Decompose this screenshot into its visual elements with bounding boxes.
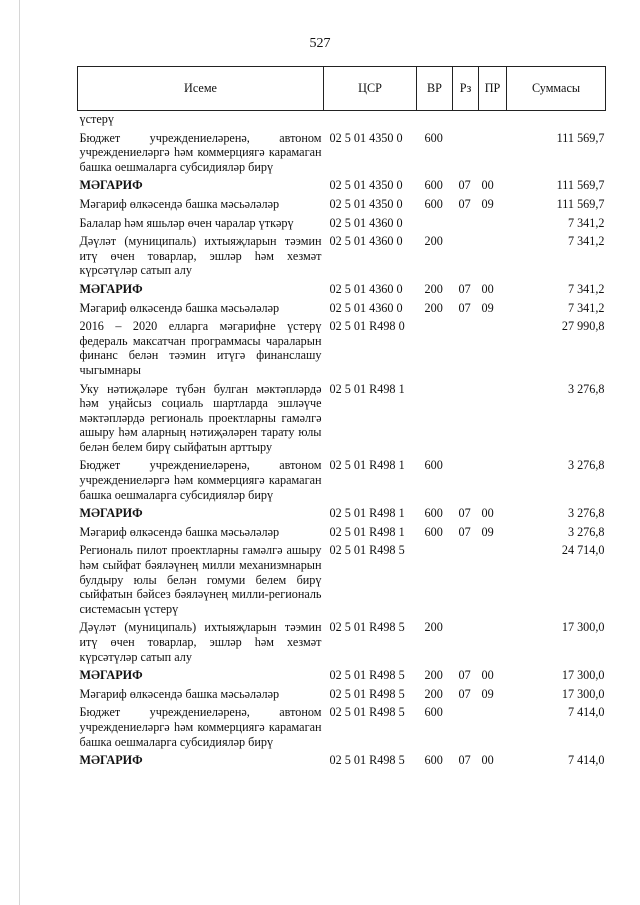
row-pr: [479, 212, 507, 231]
row-rz: [453, 616, 479, 664]
row-rz: [453, 127, 479, 175]
row-vr: 600: [424, 196, 443, 211]
row-name: МӘГАРИФ: [79, 506, 143, 521]
row-name: 2016 – 2020 елларга мәгарифне үстерү федераль максатчан программасы чараларын финанс белән тәэмин итүгә финанслашу чыгымнары: [79, 319, 322, 377]
row-rz: 07: [458, 668, 471, 683]
row-sum: 7 414,0: [567, 753, 605, 768]
row-csr: 02 5 01 4360 0: [329, 281, 403, 296]
row-rz: 07: [458, 281, 471, 296]
table-row: [78, 315, 606, 377]
row-csr: 02 5 01 4360 0: [329, 234, 403, 249]
table-row: [78, 127, 606, 175]
budget-table: [77, 66, 606, 768]
row-rz: [453, 454, 479, 502]
row-name: үстерү: [79, 112, 114, 126]
row-pr: [479, 378, 507, 455]
page-number: 527: [309, 36, 331, 51]
row-vr: 600: [424, 458, 443, 473]
row-name: Уку нәтиҗәләре түбән булган мәктәпләрдә һәм уңайсыз социаль шартларда эшләүче мәктәпләрдә региональ проектларны гамәлгә ашыру һәм аларның нәтиҗәләрен тарату юлы белән белем бирү сыйфатын арттыру: [79, 381, 322, 454]
row-name: Мәгариф өлкәсендә башка мәсьәләләр: [79, 686, 280, 701]
row-vr: 600: [424, 178, 443, 193]
row-pr: [479, 315, 507, 377]
row-pr: 00: [481, 753, 494, 768]
row-csr: 02 5 01 4350 0: [329, 130, 403, 145]
row-pr: 00: [481, 281, 494, 296]
table-header: [78, 67, 606, 111]
row-sum: 17 300,0: [561, 620, 605, 635]
row-vr: 600: [424, 524, 443, 539]
row-pr: [479, 111, 507, 127]
row-pr: 09: [481, 686, 494, 701]
header-name: Исеме: [78, 67, 324, 111]
table-row: [78, 502, 606, 521]
row-sum: 111 569,7: [556, 130, 605, 145]
table-row: [78, 539, 606, 616]
row-sum: 7 414,0: [567, 705, 605, 720]
row-name: МӘГАРИФ: [79, 753, 143, 768]
row-vr: [417, 315, 453, 377]
row-rz: 07: [458, 753, 471, 768]
header-sum: Суммасы: [507, 67, 606, 111]
row-pr: [479, 230, 507, 278]
row-name: Бюджет учреждениеләренә, автоном учреждениеләргә һәм коммерциягә карамаган башка оешмаларга субсидияләр бирү: [79, 130, 322, 174]
row-rz: [453, 378, 479, 455]
row-sum: 3 276,8: [567, 524, 605, 539]
row-csr: 02 5 01 R498 5: [329, 753, 405, 768]
row-sum: 24 714,0: [561, 543, 605, 558]
row-csr: 02 5 01 R498 5: [329, 686, 405, 701]
table-row: [78, 749, 606, 768]
row-vr: 200: [424, 234, 443, 249]
row-pr: 00: [481, 506, 494, 521]
row-csr: 02 5 01 4360 0: [329, 300, 403, 315]
table-row: [78, 521, 606, 540]
header-pr: ПР: [479, 67, 507, 111]
row-name: Мәгариф өлкәсендә башка мәсьәләләр: [79, 300, 280, 315]
row-sum: 7 341,2: [567, 234, 605, 249]
row-csr: 02 5 01 R498 5: [329, 668, 405, 683]
row-pr: [479, 127, 507, 175]
row-vr: 200: [424, 686, 443, 701]
row-name: Мәгариф өлкәсендә башка мәсьәләләр: [79, 524, 280, 539]
row-csr: 02 5 01 R498 1: [329, 524, 405, 539]
row-pr: [479, 701, 507, 749]
row-pr: 09: [481, 524, 494, 539]
table-row: [78, 193, 606, 212]
row-csr: 02 5 01 R498 5: [329, 543, 405, 558]
row-pr: 00: [481, 178, 494, 193]
table-row: [78, 212, 606, 231]
row-rz: [453, 230, 479, 278]
row-rz: 07: [458, 686, 471, 701]
table-row: [78, 230, 606, 278]
header-rz: Рз: [453, 67, 479, 111]
row-sum: 17 300,0: [561, 668, 605, 683]
row-name: Бюджет учреждениеләренә, автоном учреждениеләргә һәм коммерциягә карамаган башка оешмаларга субсидияләр бирү: [79, 705, 322, 749]
row-csr: 02 5 01 4360 0: [329, 215, 403, 230]
row-vr: 200: [424, 300, 443, 315]
header-vr: ВР: [417, 67, 453, 111]
row-csr: 02 5 01 R498 1: [329, 381, 405, 396]
row-csr: 02 5 01 4350 0: [329, 196, 403, 211]
row-sum: [507, 111, 606, 127]
row-vr: 600: [424, 705, 443, 720]
row-name: Мәгариф өлкәсендә башка мәсьәләләр: [79, 196, 280, 211]
row-name: МӘГАРИФ: [79, 178, 143, 193]
row-rz: 07: [458, 300, 471, 315]
row-csr: 02 5 01 R498 1: [329, 506, 405, 521]
row-name: МӘГАРИФ: [79, 281, 143, 296]
row-sum: 7 341,2: [567, 300, 605, 315]
table-row: [78, 664, 606, 683]
row-rz: [453, 539, 479, 616]
row-csr: 02 5 01 R498 1: [329, 458, 405, 473]
row-vr: 600: [424, 753, 443, 768]
row-rz: 07: [458, 178, 471, 193]
row-vr: [417, 212, 453, 231]
header-csr: ЦСР: [324, 67, 417, 111]
row-pr: [479, 539, 507, 616]
table-row: [78, 616, 606, 664]
row-sum: 3 276,8: [567, 458, 605, 473]
row-rz: [453, 111, 479, 127]
row-name: Дәүләт (муниципаль) ихтыяҗларын тәэмин итү өчен товарлар, эшләр һәм хезмәт күрсәтүләр сатып алу: [79, 620, 322, 664]
row-sum: 111 569,7: [556, 178, 605, 193]
row-rz: [453, 701, 479, 749]
row-pr: 09: [481, 300, 494, 315]
row-rz: 07: [458, 524, 471, 539]
row-pr: [479, 454, 507, 502]
row-vr: [417, 378, 453, 455]
table-row: [78, 683, 606, 702]
row-csr: 02 5 01 4350 0: [329, 178, 403, 193]
row-rz: [453, 315, 479, 377]
row-name: МӘГАРИФ: [79, 668, 143, 683]
table-row: [78, 297, 606, 316]
row-sum: 17 300,0: [561, 686, 605, 701]
table-row: [78, 111, 606, 127]
row-pr: [479, 616, 507, 664]
row-rz: 07: [458, 196, 471, 211]
row-sum: 7 341,2: [567, 281, 605, 296]
scan-margin-line: [19, 0, 20, 905]
row-vr: [417, 539, 453, 616]
row-vr: 600: [424, 506, 443, 521]
row-pr: 00: [481, 668, 494, 683]
row-name: Дәүләт (муниципаль) ихтыяҗларын тәэмин итү өчен товарлар, эшләр һәм хезмәт күрсәтүләр сатып алу: [79, 234, 322, 278]
row-csr: 02 5 01 R498 5: [329, 705, 405, 720]
row-vr: 200: [424, 668, 443, 683]
row-sum: 7 341,2: [567, 215, 605, 230]
row-vr: 600: [424, 130, 443, 145]
table-body: [78, 111, 606, 768]
table-row: [78, 701, 606, 749]
row-sum: 111 569,7: [556, 196, 605, 211]
row-csr: 02 5 01 R498 5: [329, 620, 405, 635]
row-vr: 200: [424, 620, 443, 635]
row-sum: 3 276,8: [567, 381, 605, 396]
table-row: [78, 174, 606, 193]
row-csr: 02 5 01 R498 0: [329, 319, 405, 334]
row-vr: [417, 111, 453, 127]
row-rz: [453, 212, 479, 231]
row-vr: 200: [424, 281, 443, 296]
table-row: [78, 278, 606, 297]
row-sum: 3 276,8: [567, 506, 605, 521]
row-name: Бюджет учреждениеләренә, автоном учреждениеләргә һәм коммерциягә карамаган башка оешмаларга субсидияләр бирү: [79, 458, 322, 502]
row-sum: 27 990,8: [561, 319, 605, 334]
row-pr: 09: [481, 196, 494, 211]
table-row: [78, 378, 606, 455]
table-row: [78, 454, 606, 502]
row-name: Балалар һәм яшьләр өчен чаралар үткәрү: [79, 215, 294, 230]
row-csr: [324, 111, 417, 127]
row-name: Региональ пилот проектларны гамәлгә ашыру һәм сыйфат бәяләүнең милли механизмнарын булдыру юлы белән гомуми белем бирү сыйфатын бәйсез бәяләүнең милли-региональ системасын үстерү: [79, 543, 322, 616]
row-rz: 07: [458, 506, 471, 521]
